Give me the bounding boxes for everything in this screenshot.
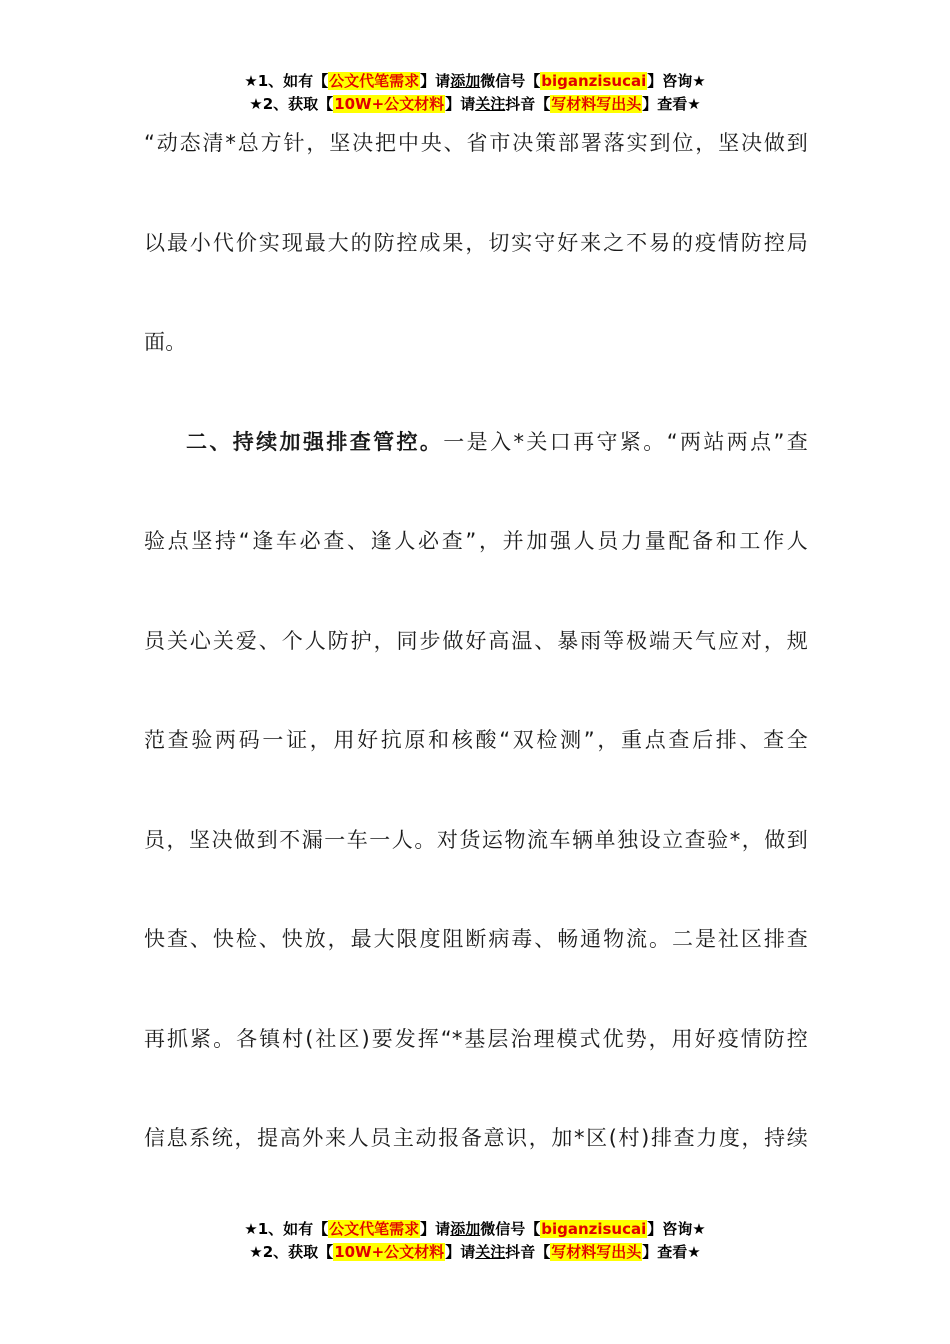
banner-highlight: biganzisucai: [541, 1220, 647, 1238]
banner-text: 】请: [445, 1243, 476, 1261]
paragraph-2-line: 员，坚决做到不漏一车一人。对货运物流车辆单独设立查验*，做到: [144, 827, 808, 852]
banner-text: ★2、获取【: [249, 1243, 334, 1261]
banner-text: 】查看★: [642, 95, 701, 113]
banner-text: 】咨询★: [647, 1220, 706, 1238]
banner-text: 微信号【: [480, 72, 541, 90]
banner-emphasis: 关注: [475, 95, 506, 113]
paragraph-2-first-line: [144, 393, 808, 493]
banner-text: 】请: [445, 95, 476, 113]
banner-line-1: [0, 70, 950, 93]
banner-highlight: 10W+公文材料: [334, 95, 445, 113]
paragraph-2-text: 一是入*关口再守紧。“两站两点”查: [443, 429, 808, 454]
banner-text: 】咨询★: [647, 72, 706, 90]
banner-highlight: 写材料写出头: [551, 1243, 642, 1261]
paragraph-2-line: 验点坚持“逢车必查、逢人必查”，并加强人员力量配备和工作人: [144, 529, 808, 553]
banner-text: 抖音【: [505, 95, 551, 113]
banner-emphasis: 关注: [475, 1243, 506, 1261]
paragraph-2-line: 快查、快检、快放，最大限度阻断病毒、畅通物流。二是社区排查: [144, 927, 808, 951]
paragraph-2-line: 员关心关爱、个人防护，同步做好高温、暴雨等极端天气应对，规: [144, 628, 808, 653]
paragraph-2-line: 信息系统，提高外来人员主动报备意识，加*区(村)排查力度，持续: [144, 1126, 808, 1150]
paragraph-1-line: 面。: [144, 330, 187, 354]
paragraph-1-line: 以最小代价实现最大的防控成果，切实守好来之不易的疫情防控局: [144, 230, 808, 255]
banner-emphasis: 添加: [450, 1220, 481, 1238]
banner-highlight: 公文代笔需求: [329, 72, 420, 90]
paragraph-1-line: “动态清*总方针，坚决把中央、省市决策部署落实到位，坚决做到: [144, 131, 808, 155]
banner-text: 】请: [420, 72, 451, 90]
banner-text: 抖音【: [505, 1243, 551, 1261]
banner-emphasis: 添加: [450, 72, 481, 90]
paragraph-2-line: 再抓紧。各镇村(社区)要发挥“*基层治理模式优势，用好疫情防控: [144, 1026, 808, 1051]
banner-text: ★1、如有【: [244, 1220, 329, 1238]
banner-highlight: 公文代笔需求: [329, 1220, 420, 1238]
banner-line-2: [0, 1241, 950, 1264]
banner-text: 微信号【: [480, 1220, 541, 1238]
banner-line-1: [0, 1218, 950, 1241]
banner-highlight: 写材料写出头: [551, 95, 642, 113]
banner-text: ★1、如有【: [244, 72, 329, 90]
banner-text: 】查看★: [642, 1243, 701, 1261]
banner-text: 】请: [420, 1220, 451, 1238]
section-heading: 二、持续加强排查管控。: [186, 429, 444, 454]
footer-banner: [0, 1218, 950, 1264]
paragraph-2-line: 范查验两码一证，用好抗原和核酸“双检测”，重点查后排、查全: [144, 728, 808, 752]
banner-highlight: 10W+公文材料: [334, 1243, 445, 1261]
document-body: [144, 94, 808, 1189]
banner-text: ★2、获取【: [249, 95, 334, 113]
banner-highlight: biganzisucai: [541, 72, 647, 90]
